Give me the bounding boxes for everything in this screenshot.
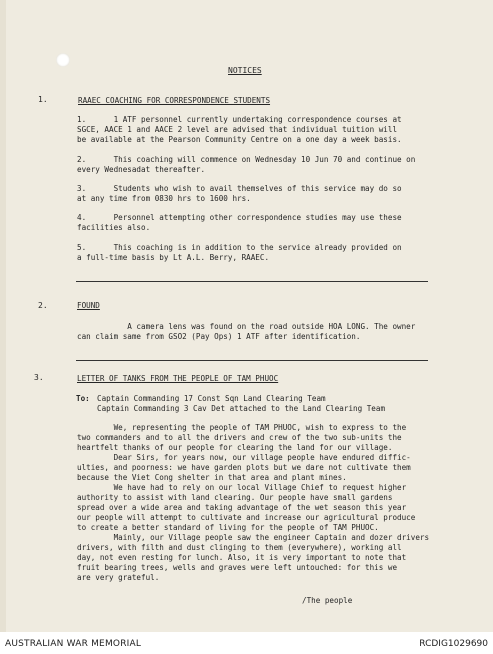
found-line-2: can claim same from GSO2 (Pay Ops) 1 ATF after identification.: [77, 332, 361, 341]
item-1-5-line-1: 5. This coaching is in addition to the service already provided on: [77, 243, 402, 252]
paper-edge: [0, 0, 6, 632]
letter-p3-line-1: We have had to rely on our local Village Chief to request higher: [77, 483, 407, 492]
item-1-5-line-2: a full-time basis by Lt A.L. Berry, RAAEC.: [77, 253, 270, 262]
letter-p3-line-5: to create a better standard of living for the people of TAM PHUOC.: [77, 523, 379, 532]
letter-p2-line-1: Dear Sirs, for years now, our village people have endured diffic-: [77, 453, 411, 462]
continued-marker: /The people: [302, 596, 353, 605]
section-2-title: FOUND: [77, 301, 100, 310]
section-1-number: 1.: [38, 95, 48, 104]
letter-p3-line-2: authority to assist with land clearing. Our people have small gardens: [77, 493, 393, 502]
archive-id: RCDIG1029690: [419, 639, 488, 649]
found-line-1: A camera lens was found on the road outside HOA LONG. The owner: [77, 322, 416, 331]
section-divider: [76, 281, 428, 282]
letter-p4-line-4: fruit bearing trees, wells and graves were left untouched: for this we: [77, 563, 398, 572]
item-1-3-line-1: 3. Students who wish to avail themselves of this service may do so: [77, 184, 402, 193]
letter-p4-line-2: drivers, with filth and dust clinging to them (everywhere), working all: [77, 543, 402, 552]
letter-p2-line-3: because the Viet Cong shelter in that area and plant mines.: [77, 473, 347, 482]
archive-name: AUSTRALIAN WAR MEMORIAL: [5, 639, 142, 649]
letter-p1-line-3: heartfelt thanks of our people for clearing the land for our village.: [77, 443, 393, 452]
section-divider: [76, 360, 428, 361]
section-1-title: RAAEC COACHING FOR CORRESPONDENCE STUDENTS: [78, 96, 271, 105]
letter-p1-line-1: We, representing the people of TAM PHUOC, wish to express to the: [77, 423, 407, 432]
item-1-2-line-1: 2. This coaching will commence on Wednesday 10 Jun 70 and continue on: [77, 155, 416, 164]
item-1-4-line-1: 4. Personnel attempting other correspondence studies may use these: [77, 213, 402, 222]
letter-p2-line-2: ulties, and poorness: we have garden plots but we dare not cultivate them: [77, 463, 411, 472]
letter-p4-line-3: day, not even resting for lunch. Also, it is very important to note that: [77, 553, 407, 562]
section-3-number: 3.: [34, 373, 44, 382]
letter-p3-line-3: spread over a wide area and taking advantage of the wet season this year: [77, 503, 407, 512]
archive-footer: [0, 632, 493, 654]
to-label: To:: [76, 394, 90, 403]
letter-p4-line-1: Mainly, our Village people saw the engineer Captain and dozer drivers: [77, 533, 430, 542]
item-1-2-line-2: every Wednesadat thereafter.: [77, 165, 206, 174]
section-2-number: 2.: [38, 301, 48, 310]
item-1-3-line-2: at any time from 0830 hrs to 1600 hrs.: [77, 194, 251, 203]
item-1-1-line-1: 1. 1 ATF personnel currently undertaking correspondence courses at: [77, 115, 402, 124]
item-1-1-line-2: SGCE, AACE 1 and AACE 2 level are advised that individual tuition will: [77, 125, 398, 134]
item-1-1-line-3: be available at the Pearson Community Centre on a one day a week basis.: [77, 135, 402, 144]
recipient-1: Captain Commanding 17 Const Sqn Land Clearing Team: [97, 394, 326, 403]
letter-p4-line-5: are very grateful.: [77, 573, 160, 582]
recipient-2: Captain Commanding 3 Cav Det attached to the Land Clearing Team: [97, 404, 386, 413]
notices-heading: NOTICES: [228, 66, 262, 75]
letter-p1-line-2: two commanders and to all the drivers and crew of the two sub-units the: [77, 433, 402, 442]
punch-hole: [56, 53, 70, 67]
item-1-4-line-2: facilities also.: [77, 223, 151, 232]
section-3-title: LETTER OF TANKS FROM THE PEOPLE OF TAM PHUOC: [77, 374, 279, 383]
letter-p3-line-4: our people will attempt to cultivate and increase our agricultural produce: [77, 513, 416, 522]
